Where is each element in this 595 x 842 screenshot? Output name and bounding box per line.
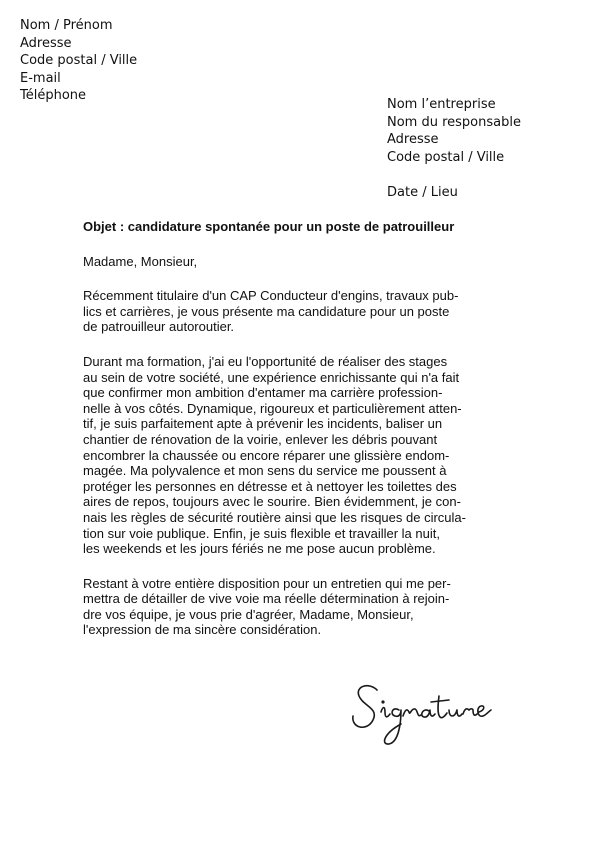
sender-phone: Téléphone: [20, 88, 87, 103]
paragraph-line: chantier de rénovation de la voirie, enlever les débris pouvant: [83, 431, 438, 447]
paragraph-line: les weekends et les jours fériés ne me pose aucun problème.: [83, 541, 436, 557]
paragraph-line: au sein de votre société, une expérience enrichissante qui n'a fait: [83, 369, 460, 385]
paragraph-line: Restant à votre entière disposition pour un entretien qui me per-: [83, 575, 451, 591]
paragraph-line: tion sur voie publique. Enfin, je suis flexible et travailler la nuit,: [83, 525, 440, 541]
letter-body: [83, 219, 466, 657]
paragraph-closing: [83, 576, 466, 638]
paragraph-line: tif, je suis parfaitement apte à prévenir les incidents, baliser un: [83, 416, 443, 432]
sender-block: [20, 17, 137, 105]
paragraph-line: nelle à vos côtés. Dynamique, rigoureux et particulièrement atten-: [83, 400, 462, 416]
paragraph-line: mettra de détailler de vive voie ma réelle détermination à rejoin-: [83, 591, 450, 607]
paragraph-line: aires de repos, toujours avec le sourire. Bien évidemment, je con-: [83, 494, 461, 510]
paragraph-line: que confirmer mon ambition d'entamer ma carrière profession-: [83, 385, 443, 401]
paragraph-line: l'expression de ma sincère considération.: [83, 622, 322, 638]
paragraph-line: de patrouilleur autoroutier.: [83, 319, 235, 335]
sender-postal-city: Code postal / Ville: [20, 53, 138, 68]
sender-name: Nom / Prénom: [20, 18, 113, 33]
paragraph-experience: [83, 354, 466, 557]
paragraph-line: Récemment titulaire d'un CAP Conducteur d'engins, travaux pub-: [83, 288, 459, 304]
letter-subject: Objet : candidature spontanée pour un poste de patrouilleur: [83, 219, 455, 234]
paragraph-line: protéger les personnes en détresse et à nettoyer les toilettes des: [83, 478, 457, 494]
recipient-block: [387, 96, 521, 202]
recipient-company: Nom l’entreprise: [387, 97, 496, 112]
recipient-postal-city: Code postal / Ville: [387, 149, 505, 165]
paragraph-line: dre vos équipe, je vous prie d'agréer, Madame, Monsieur,: [83, 606, 414, 622]
paragraph-intro: [83, 288, 466, 335]
paragraph-line: encombrer la chaussée ou encore réparer une glissière endom-: [83, 447, 450, 463]
handwritten-signature: [345, 672, 495, 752]
recipient-address: Adresse: [387, 132, 439, 147]
paragraph-line: lics et carrières, je vous présente ma candidature pour un poste: [83, 303, 450, 319]
paragraph-line: magée. Ma polyvalence et mon sens du service me poussent à: [83, 463, 447, 479]
recipient-manager: Nom du responsable: [387, 114, 521, 130]
paragraph-line: Durant ma formation, j'ai eu l'opportunité de réaliser des stages: [83, 353, 448, 369]
sender-address: Adresse: [20, 35, 72, 51]
paragraph-line: nais les règles de sécurité routière ainsi que les risques de circula-: [83, 509, 466, 525]
date-place: Date / Lieu: [387, 185, 458, 200]
letter-salutation: Madame, Monsieur,: [83, 253, 198, 269]
sender-email: E-mail: [20, 70, 61, 86]
